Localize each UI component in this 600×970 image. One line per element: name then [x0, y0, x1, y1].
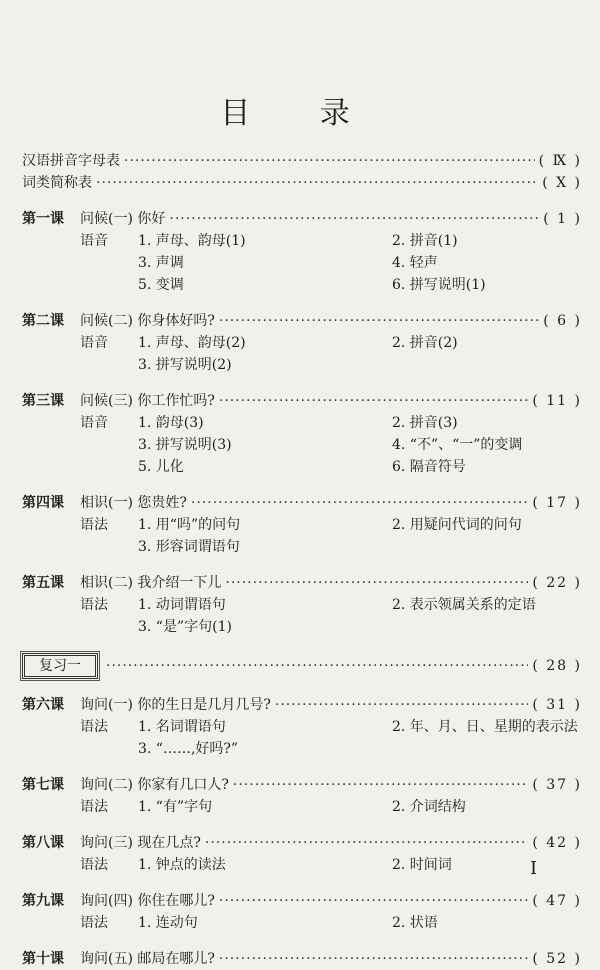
- subtopic-item: 2. 时间词: [392, 857, 452, 873]
- lesson-title: 问候(二) 你身体好吗?: [80, 313, 215, 329]
- lesson-title: 询问(五) 邮局在哪儿?: [80, 951, 215, 967]
- lesson-subtopics: [22, 796, 582, 818]
- lesson-subtopics: [22, 274, 582, 296]
- subtopic-category: 语法: [80, 915, 108, 931]
- dot-leader: [191, 492, 528, 514]
- subtopic-item: 1. “有”字句: [138, 799, 213, 815]
- lesson-page: ( 37 ): [532, 777, 582, 793]
- subtopic-category: 语音: [80, 335, 108, 351]
- lesson-page: ( 52 ): [532, 951, 582, 967]
- subtopic-item: 1. 连动句: [138, 915, 198, 931]
- subtopic-item: 1. 声母、韵母(1): [138, 233, 246, 249]
- entry-page: ( Ⅸ ): [538, 153, 582, 169]
- lesson-page: ( 22 ): [532, 575, 582, 591]
- subtopic-item: 2. 年、月、日、星期的表示法: [392, 719, 578, 735]
- lesson-subtopics: [22, 536, 582, 558]
- lesson-entry: [22, 948, 582, 970]
- lesson-subtopics: [22, 412, 582, 434]
- lesson-number: 第八课: [22, 835, 64, 851]
- dot-leader: [106, 652, 528, 680]
- subtopic-category: 语法: [80, 517, 108, 533]
- lesson-number: 第五课: [22, 575, 64, 591]
- lesson-title: 询问(四) 你住在哪儿?: [80, 893, 215, 909]
- subtopic-item: 1. 动词谓语句: [138, 597, 226, 613]
- subtopic-item: 5. 变调: [138, 277, 184, 293]
- subtopic-item: 2. 状语: [392, 915, 438, 931]
- subtopic-item: 3. “是”字句(1): [138, 619, 232, 635]
- dot-leader: [124, 150, 535, 172]
- entry-page: ( 28 ): [532, 658, 582, 674]
- subtopic-item: 2. 拼音(2): [392, 335, 458, 351]
- review-box: 复习一: [22, 653, 98, 679]
- lesson-subtopics: [22, 252, 582, 274]
- subtopic-category: 语法: [80, 719, 108, 735]
- entry-page: ( Ⅹ ): [542, 175, 582, 191]
- subtopic-item: 6. 拼写说明(1): [392, 277, 486, 293]
- subtopic-item: 1. 声母、韵母(2): [138, 335, 246, 351]
- lesson-number: 第二课: [22, 313, 64, 329]
- subtopic-category: [80, 536, 138, 558]
- dot-leader: [205, 832, 528, 854]
- lesson-number: 第四课: [22, 495, 64, 511]
- lesson-entry: [22, 572, 582, 594]
- lesson-title: 询问(三) 现在几点?: [80, 835, 201, 851]
- entry-title: 词类简称表: [22, 175, 92, 191]
- subtopic-item: 2. 介词结构: [392, 799, 466, 815]
- subtopic-category: 语音: [80, 415, 108, 431]
- lesson-page: ( 42 ): [532, 835, 582, 851]
- subtopic-item: 1. 用“吗”的问句: [138, 517, 241, 533]
- lesson-title: 询问(二) 你家有几口人?: [80, 777, 229, 793]
- dot-leader: [233, 774, 528, 796]
- dot-leader: [96, 172, 538, 194]
- subtopic-category: [80, 274, 138, 296]
- lesson-subtopics: [22, 354, 582, 376]
- lesson-page: ( 1 ): [543, 211, 582, 227]
- lesson-number: 第一课: [22, 211, 64, 227]
- subtopic-item: 4. 轻声: [392, 255, 438, 271]
- lesson-subtopics: [22, 456, 582, 478]
- subtopic-category: 语法: [80, 799, 108, 815]
- lesson-subtopics: [22, 912, 582, 934]
- lesson-subtopics: [22, 230, 582, 252]
- subtopic-category: [80, 456, 138, 478]
- subtopic-category: 语法: [80, 857, 108, 873]
- lesson-title: 询问(一) 你的生日是几月几号?: [80, 697, 271, 713]
- lesson-subtopics: [22, 854, 582, 876]
- lesson-number: 第十课: [22, 951, 64, 967]
- lesson-page: ( 11 ): [532, 393, 582, 409]
- lesson-entry: [22, 890, 582, 912]
- subtopic-category: 语音: [80, 233, 108, 249]
- review-entry: [22, 652, 582, 680]
- lesson-entry: [22, 832, 582, 854]
- lesson-page: ( 6 ): [543, 313, 582, 329]
- lesson-page: ( 31 ): [532, 697, 582, 713]
- dot-leader: [275, 694, 528, 716]
- subtopic-item: 3. 拼写说明(2): [138, 357, 232, 373]
- lesson-entry: [22, 492, 582, 514]
- subtopic-item: 1. 韵母(3): [138, 415, 204, 431]
- subtopic-category: [80, 616, 138, 638]
- lesson-title: 相识(二) 我介绍一下儿: [80, 575, 222, 591]
- subtopic-item: 5. 儿化: [138, 459, 184, 475]
- lesson-number: 第七课: [22, 777, 64, 793]
- lesson-entry: [22, 774, 582, 796]
- subtopic-item: 3. 拼写说明(3): [138, 437, 232, 453]
- subtopic-category: [80, 738, 138, 760]
- lesson-number: 第六课: [22, 697, 64, 713]
- lesson-page: ( 47 ): [532, 893, 582, 909]
- dot-leader: [219, 310, 539, 332]
- page-title: 目 录: [220, 96, 380, 131]
- subtopic-item: 2. 拼音(1): [392, 233, 458, 249]
- lesson-subtopics: [22, 738, 582, 760]
- subtopic-item: 4. “不”、“一”的变调: [392, 437, 523, 453]
- toc-entry: [22, 150, 582, 172]
- subtopic-item: 3. “……,好吗?”: [138, 741, 239, 757]
- subtopic-item: 3. 声调: [138, 255, 184, 271]
- lesson-title: 问候(一) 你好: [80, 211, 166, 227]
- entry-title: 汉语拼音字母表: [22, 153, 120, 169]
- page-number: I: [530, 858, 538, 879]
- dot-leader: [169, 208, 539, 230]
- toc-entry: [22, 172, 582, 194]
- lesson-entry: [22, 390, 582, 412]
- subtopic-item: 6. 隔音符号: [392, 459, 466, 475]
- dot-leader: [219, 948, 528, 970]
- dot-leader: [219, 890, 528, 912]
- lesson-subtopics: [22, 434, 582, 456]
- subtopic-item: 2. 拼音(3): [392, 415, 458, 431]
- table-of-contents: [22, 150, 582, 970]
- lesson-subtopics: [22, 332, 582, 354]
- dot-leader: [219, 390, 528, 412]
- lesson-number: 第三课: [22, 393, 64, 409]
- subtopic-item: 2. 表示领属关系的定语: [392, 597, 536, 613]
- lesson-entry: [22, 208, 582, 230]
- lesson-subtopics: [22, 514, 582, 536]
- lesson-subtopics: [22, 594, 582, 616]
- lesson-subtopics: [22, 616, 582, 638]
- lesson-subtopics: [22, 716, 582, 738]
- lesson-page: ( 17 ): [532, 495, 582, 511]
- subtopic-item: 1. 钟点的读法: [138, 857, 226, 873]
- subtopic-category: [80, 252, 138, 274]
- lesson-title: 相识(一) 您贵姓?: [80, 495, 187, 511]
- subtopic-category: 语法: [80, 597, 108, 613]
- dot-leader: [225, 572, 528, 594]
- lesson-number: 第九课: [22, 893, 64, 909]
- lesson-entry: [22, 310, 582, 332]
- subtopic-item: 3. 形容词谓语句: [138, 539, 240, 555]
- subtopic-item: 1. 名词谓语句: [138, 719, 226, 735]
- subtopic-item: 2. 用疑问代词的问句: [392, 517, 522, 533]
- lesson-entry: [22, 694, 582, 716]
- subtopic-category: [80, 434, 138, 456]
- lesson-title: 问候(三) 你工作忙吗?: [80, 393, 215, 409]
- subtopic-category: [80, 354, 138, 376]
